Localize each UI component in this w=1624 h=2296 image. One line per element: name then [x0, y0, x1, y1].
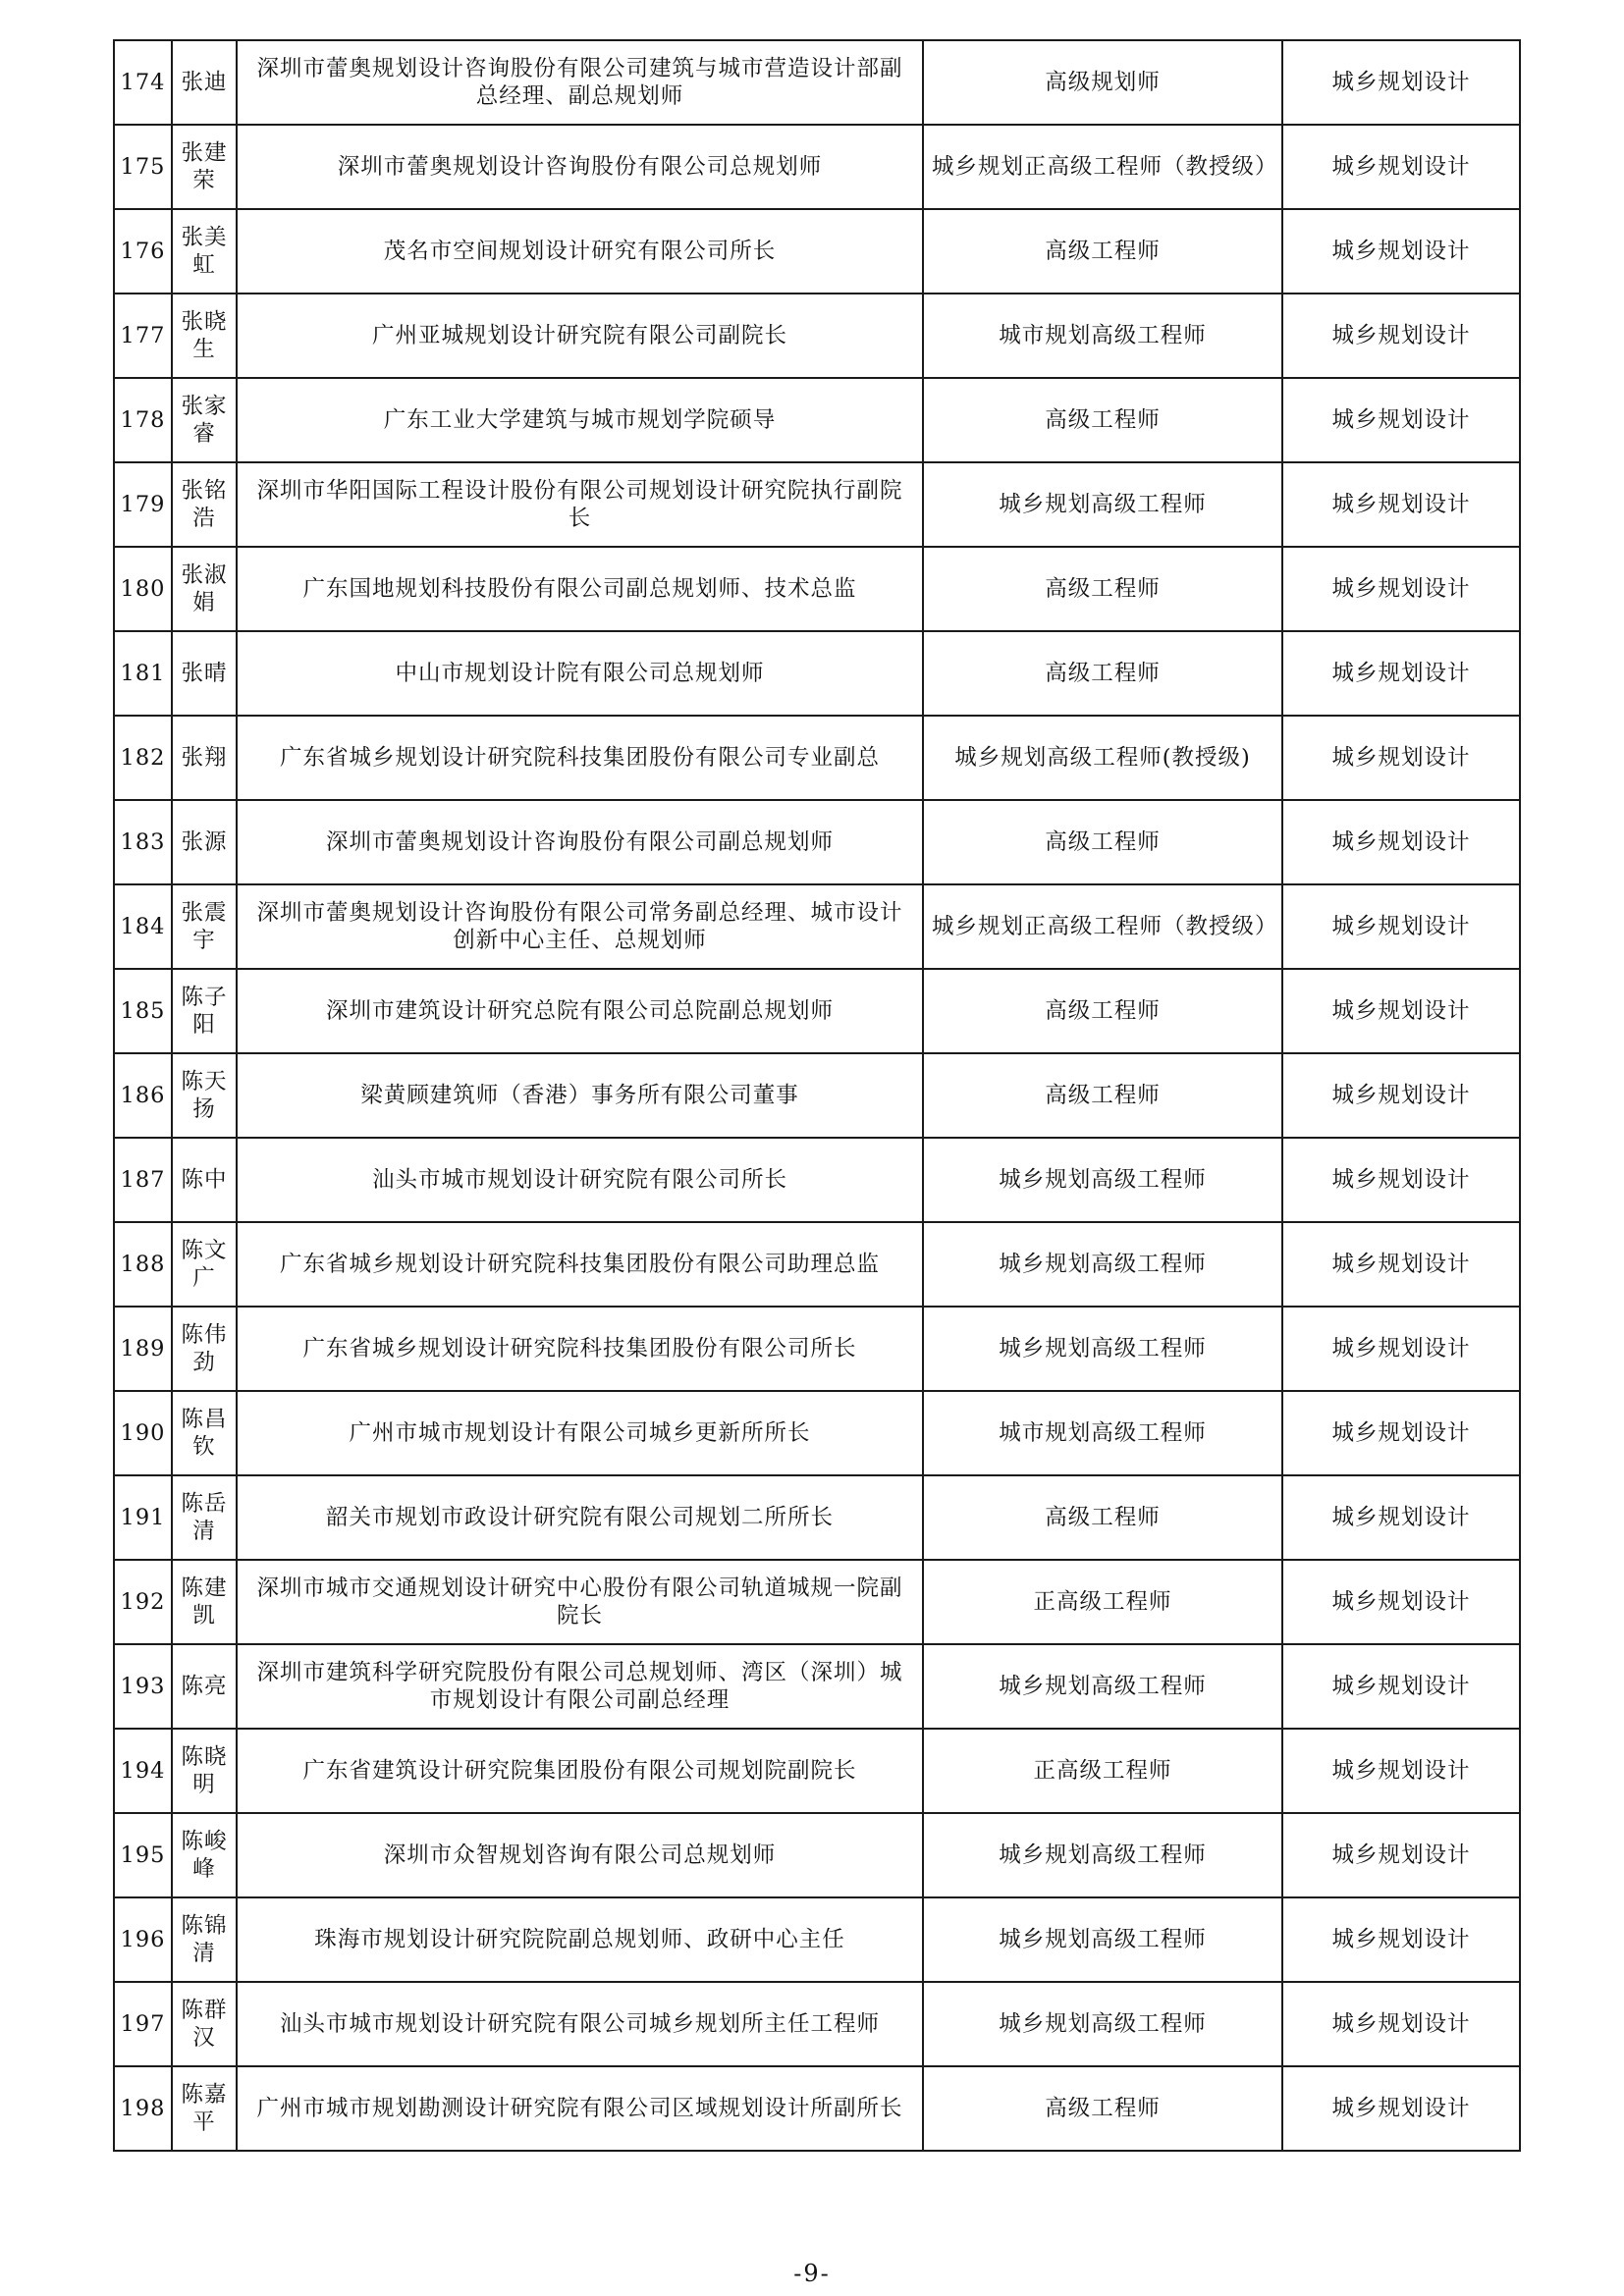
- name-cell: 陈文广: [172, 1222, 237, 1307]
- organization-position-cell: 深圳市建筑科学研究院股份有限公司总规划师、湾区（深圳）城市规划设计有限公司副总经理: [237, 1644, 923, 1729]
- table-row: [114, 1982, 1520, 2066]
- page-number: -9-: [793, 2260, 831, 2287]
- organization-position-cell: 茂名市空间规划设计研究有限公司所长: [237, 209, 923, 294]
- organization-position-cell: 深圳市蕾奥规划设计咨询股份有限公司常务副总经理、城市设计创新中心主任、总规划师: [237, 884, 923, 969]
- table-row: [114, 294, 1520, 378]
- organization-position-cell: 深圳市华阳国际工程设计股份有限公司规划设计研究院执行副院长: [237, 462, 923, 547]
- table-row: [114, 969, 1520, 1053]
- organization-position-cell: 中山市规划设计院有限公司总规划师: [237, 631, 923, 716]
- professional-title-cell: 城市规划高级工程师: [923, 1391, 1282, 1475]
- table-row: [114, 378, 1520, 462]
- specialty-cell: 城乡规划设计: [1282, 631, 1520, 716]
- specialty-cell: 城乡规划设计: [1282, 294, 1520, 378]
- specialty-cell: 城乡规划设计: [1282, 800, 1520, 884]
- specialty-cell: 城乡规划设计: [1282, 462, 1520, 547]
- table-row: [114, 1729, 1520, 1813]
- name-cell: 张源: [172, 800, 237, 884]
- professional-title-cell: 城乡规划高级工程师: [923, 1307, 1282, 1391]
- name-cell: 陈天扬: [172, 1053, 237, 1138]
- table-row: [114, 716, 1520, 800]
- specialty-cell: 城乡规划设计: [1282, 378, 1520, 462]
- professional-title-cell: 高级工程师: [923, 969, 1282, 1053]
- organization-position-cell: 深圳市城市交通规划设计研究中心股份有限公司轨道城规一院副院长: [237, 1560, 923, 1644]
- organization-position-cell: 广州市城市规划勘测设计研究院有限公司区域规划设计所副所长: [237, 2066, 923, 2151]
- organization-position-cell: 梁黄顾建筑师（香港）事务所有限公司董事: [237, 1053, 923, 1138]
- organization-position-cell: 广东省城乡规划设计研究院科技集团股份有限公司助理总监: [237, 1222, 923, 1307]
- organization-position-cell: 广州市城市规划设计有限公司城乡更新所所长: [237, 1391, 923, 1475]
- row-number-cell: 189: [114, 1307, 172, 1391]
- specialty-cell: 城乡规划设计: [1282, 884, 1520, 969]
- professional-title-cell: 城乡规划高级工程师: [923, 1138, 1282, 1222]
- organization-position-cell: 深圳市众智规划咨询有限公司总规划师: [237, 1813, 923, 1897]
- name-cell: 陈嘉平: [172, 2066, 237, 2151]
- organization-position-cell: 广东省城乡规划设计研究院科技集团股份有限公司所长: [237, 1307, 923, 1391]
- name-cell: 张迪: [172, 40, 237, 125]
- specialty-cell: 城乡规划设计: [1282, 1813, 1520, 1897]
- organization-position-cell: 珠海市规划设计研究院院副总规划师、政研中心主任: [237, 1897, 923, 1982]
- specialty-cell: 城乡规划设计: [1282, 716, 1520, 800]
- row-number-cell: 186: [114, 1053, 172, 1138]
- name-cell: 陈中: [172, 1138, 237, 1222]
- professional-title-cell: 城乡规划高级工程师: [923, 462, 1282, 547]
- name-cell: 张翔: [172, 716, 237, 800]
- specialty-cell: 城乡规划设计: [1282, 1391, 1520, 1475]
- name-cell: 张晓生: [172, 294, 237, 378]
- professional-title-cell: 高级工程师: [923, 2066, 1282, 2151]
- expert-roster-table: [113, 39, 1521, 2152]
- specialty-cell: 城乡规划设计: [1282, 1053, 1520, 1138]
- row-number-cell: 194: [114, 1729, 172, 1813]
- specialty-cell: 城乡规划设计: [1282, 1644, 1520, 1729]
- organization-position-cell: 广州亚城规划设计研究院有限公司副院长: [237, 294, 923, 378]
- name-cell: 张建荣: [172, 125, 237, 209]
- organization-position-cell: 广东工业大学建筑与城市规划学院硕导: [237, 378, 923, 462]
- table-row: [114, 1307, 1520, 1391]
- professional-title-cell: 高级工程师: [923, 800, 1282, 884]
- row-number-cell: 174: [114, 40, 172, 125]
- row-number-cell: 193: [114, 1644, 172, 1729]
- name-cell: 陈伟劲: [172, 1307, 237, 1391]
- row-number-cell: 184: [114, 884, 172, 969]
- specialty-cell: 城乡规划设计: [1282, 1307, 1520, 1391]
- professional-title-cell: 城市规划高级工程师: [923, 294, 1282, 378]
- row-number-cell: 192: [114, 1560, 172, 1644]
- table-row: [114, 209, 1520, 294]
- row-number-cell: 195: [114, 1813, 172, 1897]
- name-cell: 陈建凯: [172, 1560, 237, 1644]
- row-number-cell: 179: [114, 462, 172, 547]
- organization-position-cell: 深圳市建筑设计研究总院有限公司总院副总规划师: [237, 969, 923, 1053]
- organization-position-cell: 汕头市城市规划设计研究院有限公司所长: [237, 1138, 923, 1222]
- row-number-cell: 180: [114, 547, 172, 631]
- table-row: [114, 1391, 1520, 1475]
- name-cell: 陈亮: [172, 1644, 237, 1729]
- name-cell: 陈峻峰: [172, 1813, 237, 1897]
- professional-title-cell: 城乡规划高级工程师: [923, 1222, 1282, 1307]
- specialty-cell: 城乡规划设计: [1282, 1982, 1520, 2066]
- table-row: [114, 884, 1520, 969]
- table-row: [114, 40, 1520, 125]
- row-number-cell: 181: [114, 631, 172, 716]
- table-row: [114, 1475, 1520, 1560]
- table-row: [114, 1222, 1520, 1307]
- organization-position-cell: 广东省建筑设计研究院集团股份有限公司规划院副院长: [237, 1729, 923, 1813]
- row-number-cell: 175: [114, 125, 172, 209]
- professional-title-cell: 城乡规划正高级工程师（教授级）: [923, 125, 1282, 209]
- professional-title-cell: 高级工程师: [923, 1475, 1282, 1560]
- name-cell: 张铭浩: [172, 462, 237, 547]
- row-number-cell: 182: [114, 716, 172, 800]
- specialty-cell: 城乡规划设计: [1282, 1729, 1520, 1813]
- organization-position-cell: 广东省城乡规划设计研究院科技集团股份有限公司专业副总: [237, 716, 923, 800]
- professional-title-cell: 高级工程师: [923, 378, 1282, 462]
- name-cell: 陈晓明: [172, 1729, 237, 1813]
- row-number-cell: 178: [114, 378, 172, 462]
- row-number-cell: 183: [114, 800, 172, 884]
- name-cell: 张淑娟: [172, 547, 237, 631]
- professional-title-cell: 城乡规划高级工程师: [923, 1644, 1282, 1729]
- organization-position-cell: 深圳市蕾奥规划设计咨询股份有限公司副总规划师: [237, 800, 923, 884]
- specialty-cell: 城乡规划设计: [1282, 1560, 1520, 1644]
- row-number-cell: 185: [114, 969, 172, 1053]
- table-row: [114, 1560, 1520, 1644]
- table-row: [114, 1897, 1520, 1982]
- professional-title-cell: 城乡规划高级工程师(教授级): [923, 716, 1282, 800]
- table-row: [114, 1813, 1520, 1897]
- professional-title-cell: 城乡规划正高级工程师（教授级）: [923, 884, 1282, 969]
- table-row: [114, 1644, 1520, 1729]
- specialty-cell: 城乡规划设计: [1282, 2066, 1520, 2151]
- organization-position-cell: 韶关市规划市政设计研究院有限公司规划二所所长: [237, 1475, 923, 1560]
- name-cell: 陈子阳: [172, 969, 237, 1053]
- table-row: [114, 1138, 1520, 1222]
- row-number-cell: 191: [114, 1475, 172, 1560]
- professional-title-cell: 高级工程师: [923, 1053, 1282, 1138]
- row-number-cell: 198: [114, 2066, 172, 2151]
- specialty-cell: 城乡规划设计: [1282, 969, 1520, 1053]
- organization-position-cell: 汕头市城市规划设计研究院有限公司城乡规划所主任工程师: [237, 1982, 923, 2066]
- specialty-cell: 城乡规划设计: [1282, 40, 1520, 125]
- organization-position-cell: 深圳市蕾奥规划设计咨询股份有限公司总规划师: [237, 125, 923, 209]
- specialty-cell: 城乡规划设计: [1282, 1222, 1520, 1307]
- professional-title-cell: 高级规划师: [923, 40, 1282, 125]
- row-number-cell: 188: [114, 1222, 172, 1307]
- specialty-cell: 城乡规划设计: [1282, 1475, 1520, 1560]
- table-row: [114, 1053, 1520, 1138]
- table-row: [114, 547, 1520, 631]
- table-row: [114, 462, 1520, 547]
- table-row: [114, 125, 1520, 209]
- specialty-cell: 城乡规划设计: [1282, 547, 1520, 631]
- professional-title-cell: 高级工程师: [923, 631, 1282, 716]
- row-number-cell: 176: [114, 209, 172, 294]
- name-cell: 张晴: [172, 631, 237, 716]
- name-cell: 陈锦清: [172, 1897, 237, 1982]
- row-number-cell: 177: [114, 294, 172, 378]
- table-row: [114, 2066, 1520, 2151]
- row-number-cell: 196: [114, 1897, 172, 1982]
- row-number-cell: 187: [114, 1138, 172, 1222]
- row-number-cell: 197: [114, 1982, 172, 2066]
- name-cell: 张家睿: [172, 378, 237, 462]
- row-number-cell: 190: [114, 1391, 172, 1475]
- professional-title-cell: 城乡规划高级工程师: [923, 1982, 1282, 2066]
- professional-title-cell: 城乡规划高级工程师: [923, 1813, 1282, 1897]
- name-cell: 陈岳清: [172, 1475, 237, 1560]
- professional-title-cell: 正高级工程师: [923, 1729, 1282, 1813]
- professional-title-cell: 正高级工程师: [923, 1560, 1282, 1644]
- professional-title-cell: 城乡规划高级工程师: [923, 1897, 1282, 1982]
- roster-table-body: [114, 40, 1520, 2151]
- organization-position-cell: 深圳市蕾奥规划设计咨询股份有限公司建筑与城市营造设计部副总经理、副总规划师: [237, 40, 923, 125]
- name-cell: 陈昌钦: [172, 1391, 237, 1475]
- specialty-cell: 城乡规划设计: [1282, 1897, 1520, 1982]
- professional-title-cell: 高级工程师: [923, 209, 1282, 294]
- name-cell: 陈群汉: [172, 1982, 237, 2066]
- specialty-cell: 城乡规划设计: [1282, 209, 1520, 294]
- name-cell: 张震宇: [172, 884, 237, 969]
- professional-title-cell: 高级工程师: [923, 547, 1282, 631]
- name-cell: 张美虹: [172, 209, 237, 294]
- organization-position-cell: 广东国地规划科技股份有限公司副总规划师、技术总监: [237, 547, 923, 631]
- table-row: [114, 631, 1520, 716]
- specialty-cell: 城乡规划设计: [1282, 125, 1520, 209]
- table-row: [114, 800, 1520, 884]
- specialty-cell: 城乡规划设计: [1282, 1138, 1520, 1222]
